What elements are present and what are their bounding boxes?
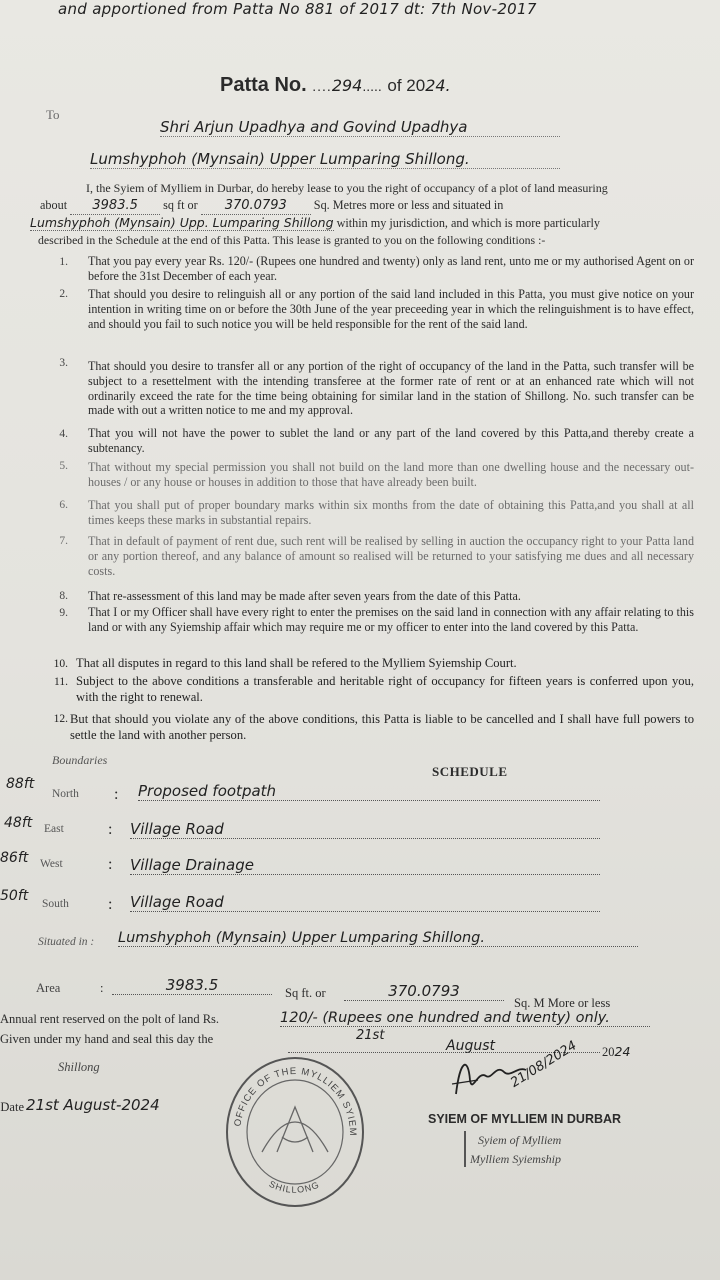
- area-label: Area: [36, 981, 61, 995]
- area-sqft-label: Sq ft. or: [285, 986, 326, 1000]
- grant-location: Lumshyphoh (Mynsain) Upp. Lumparing Shillong: [30, 215, 334, 230]
- grant-line3-tail: within my jurisdiction, and which is more particularly: [336, 216, 600, 230]
- condition-number: 10.: [53, 658, 68, 670]
- rent-label: Annual rent reserved on the polt of land Rs.: [0, 1012, 220, 1026]
- condition-text: That re-assessment of this land may be made after seven years from the date of this Patta.: [88, 589, 521, 603]
- given-label: Given under my hand and seal this day the: [0, 1032, 214, 1046]
- patta-number: 294: [331, 76, 363, 95]
- boundary-label: South: [42, 898, 69, 910]
- sqm-label: Sq. Metres more or less and situated in: [313, 198, 504, 212]
- condition-number: 6.: [59, 499, 68, 511]
- signature-date: 21/08/2024: [508, 1038, 580, 1091]
- svg-text:SHILLONG: [268, 1179, 321, 1195]
- condition-number: 5.: [59, 460, 68, 472]
- condition-number: 12.: [53, 713, 68, 725]
- rent-value: 120/- (Rupees one hundred and twenty) only.: [280, 1010, 650, 1027]
- seal-bottom-text: SHILLONG: [267, 1178, 321, 1195]
- boundary-label: West: [40, 858, 63, 870]
- stamp-line1: Syiem of Mylliem: [478, 1133, 562, 1147]
- condition-text: That I or my Officer shall have every right to enter the premises on the said land in connection with any affair relating to this land or with any Syiemship affair which may require me or my officer to enter into the land covered by this Patta.: [88, 605, 694, 634]
- svg-text:OFFICE OF THE MYLLIEM SYIEMSHI: [222, 1052, 358, 1137]
- given-year-suffix: 24: [614, 1044, 631, 1059]
- stamp-line2: Mylliem Syiemship: [470, 1152, 561, 1166]
- condition-text: That in default of payment of rent due, such rent will be realised by selling in auction the occupancy right to your Patta land or any portion thereof, and any balance of amount so realised will be returned to your satisfying me dues and all necessary costs.: [88, 534, 694, 578]
- condition-number: 2.: [59, 288, 68, 300]
- given-year-prefix: 20: [602, 1045, 615, 1059]
- condition-text: That without my special permission you shall not build on the land more than one dwelling house and the necessary out-houses / or any house or houses in addition to those that have already been built.: [88, 460, 694, 489]
- area-sqft: 3983.5: [112, 976, 272, 995]
- grant-line3: [30, 215, 700, 232]
- boundary-value: Village Road: [130, 820, 600, 839]
- condition-text: That you pay every year Rs. 120/- (Rupees one hundred and twenty) only as land rent, unto me or my authorised Agent on or before the 31st December of each year.: [88, 254, 694, 283]
- about-label: about: [40, 198, 68, 212]
- addressee-names: Shri Arjun Upadhya and Govind Upadhya: [160, 118, 560, 137]
- condition-number: 8.: [59, 590, 68, 602]
- area-colon: :: [100, 981, 104, 995]
- office-seal: [222, 1052, 368, 1210]
- date-label: Date: [0, 1100, 24, 1114]
- seal-top-text: OFFICE OF THE MYLLIEM SYIEM: [232, 1065, 359, 1137]
- grant-line2: [40, 198, 700, 215]
- condition-text: But that should you violate any of the above conditions, this Patta is liable to be cancelled and I shall have full powers to settle the land with another person.: [70, 712, 694, 742]
- date-value: 21st August-2024: [26, 1096, 160, 1114]
- condition-text: That should you desire to transfer all or any portion of the right of occupancy of the land in the Patta, such transfer will be subject to a resettelment with the intending transferee at the former rate of rent or at an enhanced rate which will not ordinarily exceed the rate for the time being obtaining for similar land in the station of Shillong. No. such transfer can be made with out a written notice to me and my approval.: [88, 359, 694, 418]
- patta-year: 24.: [425, 76, 451, 95]
- boundary-measure: 88ft: [6, 776, 35, 792]
- boundary-label: North: [52, 788, 79, 800]
- boundaries-label: Boundaries: [52, 753, 108, 767]
- sqft-label: sq ft or: [163, 198, 198, 212]
- condition-number: 3.: [59, 357, 68, 369]
- situated-value: Lumshyphoh (Mynsain) Upper Lumparing Shillong.: [118, 930, 638, 947]
- condition-number: 11.: [54, 676, 68, 688]
- condition-number: 4.: [59, 428, 68, 440]
- boundary-measure: 50ft: [0, 888, 29, 904]
- area-sqm: 370.0793: [344, 982, 504, 1001]
- condition-number: 1.: [59, 256, 68, 268]
- schedule-heading: SCHEDULE: [432, 764, 508, 779]
- signatory-title: SYIEM OF MYLLIEM IN DURBAR: [428, 1112, 622, 1126]
- boundary-label: East: [44, 823, 64, 835]
- title-prefix: Patta No.: [220, 74, 307, 96]
- condition-text: That should you desire to relinguish all or any portion of the said land included in this Patta, you must give notice on your intention in writing time on or before the 30th June of the year preceeding year in which the relinguishment is to have effect, and should you fail to such notice you will be held responsible for the rent of the said land.: [88, 287, 694, 331]
- grant-line4: described in the Schedule at the end of this Patta. This lease is granted to you on the following conditions :-: [38, 233, 546, 247]
- condition-text: That all disputes in regard to this land shall be refered to the Mylliem Syiemship Court.: [76, 656, 517, 670]
- condition-number: 7.: [59, 535, 68, 547]
- grant-line1: I, the Syiem of Mylliem in Durbar, do hereby lease to you the right of occupancy of a plot of land measuring: [86, 181, 608, 195]
- given-day: 21st: [356, 1028, 385, 1043]
- boundary-value: Village Drainage: [130, 856, 600, 875]
- grant-sqft: 3983.5: [70, 198, 160, 215]
- condition-number: 9.: [59, 607, 68, 619]
- patta-document: and apportioned from Patta No 881 of 2017 dt: 7th Nov-2017 Patta No. ....294..... of 2024. To Shri Arjun Upadhya and Govind Upadhya Lumshyphoh (Mynsain) Upper Lumparing Shillong. I, the Syiem of Mylliem in Durbar, do hereby lease to you the right of occupancy of a plot of land measuring about 3983.5 sq ft or 370.0793 Sq. Metres more or less and situated in Lumshyphoh (Mynsain) Upp. Lumparing Shillong within my jurisdiction, and which is more particularly described in the Schedule at the end of this Patta. This lease is granted to you on the following conditions :- 1. That you pay every year Rs. 120/- (Rupees one hundred and twenty) only as land rent, unto me or my authorised Agent on or before the 31st December of each year. 2. That should you desire to relinguish all or any portion of the said land included in this Patta, you must give notice on your intention in writing time on or before the 30th June of the year preceeding year in which the relinguishment is to have effect, and should you fail to such notice you will be held responsible for the rent of the said land. 3. That should you desire to transfer all or any portion of the right of occupancy of the land in the Patta, such transfer will be subject to a resettelment with the intending transferee at the former rate of rent or at an enhanced rate which will not ordinarily exceed the rate for the time being obtaining for similar land in the station of Shillong. No. such transfer can be made with out a written notice to me and my approval. 4. That you will not have the power to sublet the land or any part of the land covered by this Patta,and thereby create a subtenancy. 5. That without my special permission you shall not build on the land more than one dwelling house and the necessary out-houses / or any house or houses in addition to those that have already been built. 6. That you shall put of proper boundary marks within six months from the date of obtaining this Patta,and you shall at all times keeps these marks in substantial repairs. 7. That in default of payment of rent due, such rent will be realised by selling in auction the occupancy right to your Patta land or any portion thereof, and any balance of amount so realised will be returned to your satisfying me dues and all necessary costs. 8. That re-assessment of this land may be made after seven years from the date of this Patta. 9. That I or my Officer shall have every right to enter the premises on the said land in connection with any affair relating to this land or with any Syiemship affair which may require me or my officer to enter into the land covered by this Patta. 10. That all disputes in regard to this land shall be refered to the Mylliem Syiemship Court. 11. Subject to the above conditions a transferable and heritable right of occupancy for fifteen years is conferred upon you, with the right to renewal. 12. But that should you violate any of the above conditions, this Patta is liable to be cancelled and I shall have full powers to settle the land with another person. Boundaries SCHEDULE 88ft North : Proposed footpath 48ft East : Village Road 86ft West : Village Drainage 50ft South : Village Road Situated in : Lumshyphoh (Mynsain) Upper Lumparing Shillong. Area : 3983.5 Sq ft. or 370.0793 Sq. M More or less Annual rent reserved on the polt of land Rs. 120/- (Rupees one hundred and twenty) only. Given under my hand and seal this day the 21st August 2024 Shillong Date 21st August-2024 OFFICE OF THE MYLLIEM SYIEM SHILLONG 21/08/2024 SYIEM OF MYLLIEM IN DURBAR Syiem of Mylliem Mylliem Syiemship: [0, 0, 720, 1280]
- boundary-value: Village Road: [130, 893, 600, 912]
- condition-text: That you will not have the power to sublet the land or any part of the land covered by this Patta,and thereby create a subtenancy.: [88, 426, 694, 455]
- boundary-measure: 86ft: [0, 850, 29, 866]
- to-label: To: [46, 107, 60, 122]
- boundary-measure: 48ft: [4, 815, 33, 831]
- condition-text: That you shall put of proper boundary marks within six months from the date of obtaining this Patta,and you shall at all times keeps these marks in substantial repairs.: [88, 498, 694, 527]
- boundary-value: Proposed footpath: [138, 782, 600, 801]
- header-note: and apportioned from Patta No 881 of 2017 dt: 7th Nov-2017: [58, 0, 537, 18]
- grant-sqm: 370.0793: [201, 198, 311, 215]
- given-month: August: [446, 1038, 495, 1054]
- place: Shillong: [58, 1060, 100, 1074]
- title-of-label: of 20: [387, 76, 426, 95]
- condition-text: Subject to the above conditions a transferable and heritable right of occupancy for fifteen years is conferred upon you, with the right to renewal.: [76, 674, 694, 704]
- area-sqm-label: Sq. M More or less: [514, 996, 611, 1010]
- page-title: Patta No. ....294..... of 2024.: [220, 74, 451, 96]
- given-year: [602, 1044, 630, 1060]
- addressee-address: Lumshyphoh (Mynsain) Upper Lumparing Shillong.: [90, 150, 560, 169]
- situated-label: Situated in :: [38, 936, 95, 948]
